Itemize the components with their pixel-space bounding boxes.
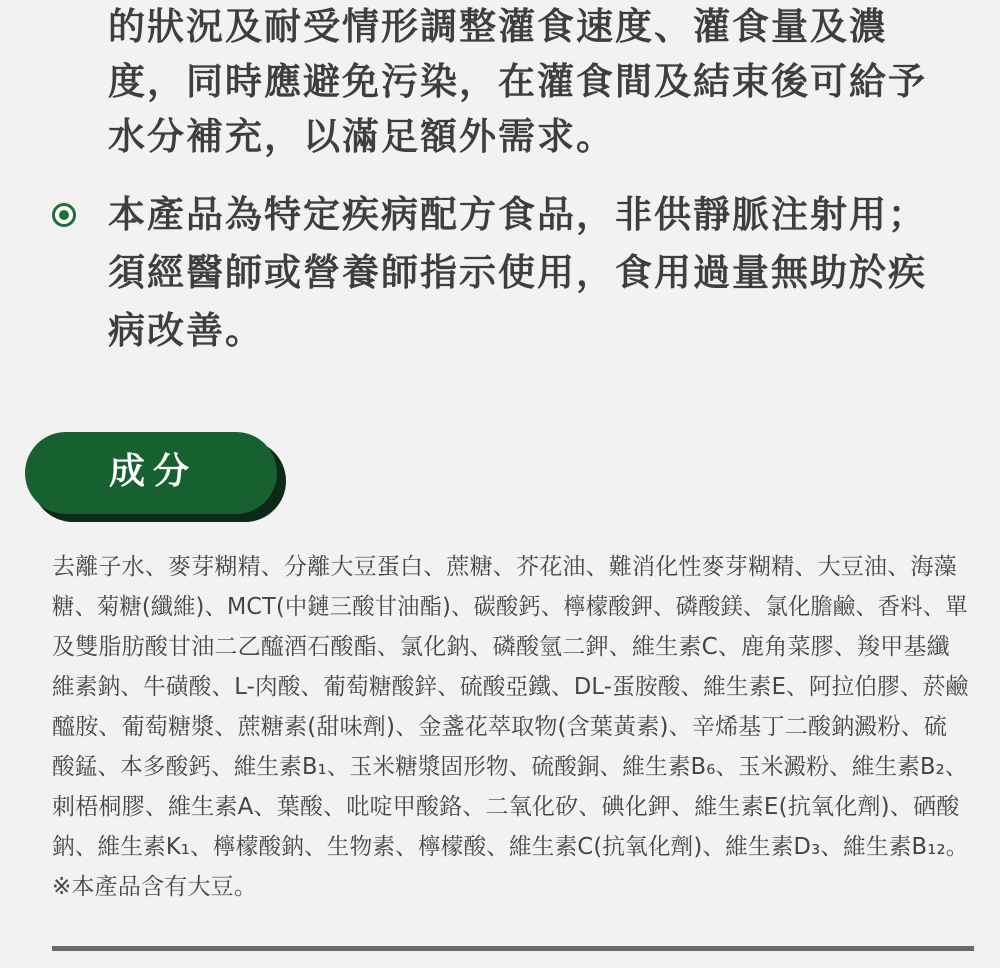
section-title: 成分 — [109, 451, 198, 492]
ingredient-line: 糖、菊糖(纖維)、MCT(中鏈三酸甘油酯)、碳酸鈣、檸檬酸鉀、磷酸鎂、氯化膽鹼、香料、單 — [52, 594, 968, 620]
note-line-1: 的狀況及耐受情形調整灌食速度、灌食量及濃 — [108, 5, 888, 48]
ingredient-line: 維素鈉、牛磺酸、L-肉酸、葡萄糖酸鋅、硫酸亞鐵、DL-蛋胺酸、維生素E、阿拉伯膠、菸鹼 — [52, 674, 969, 700]
note-line-3: 水分補充，以滿足額外需求。 — [108, 115, 615, 158]
note-line-5: 須經醫師或營養師指示使用，食用過量無助於疾 — [108, 251, 927, 294]
ingredient-line: 去離子水、麥芽糊精、分離大豆蛋白、蔗糖、芥花油、難消化性麥芽糊精、大豆油、海藻 — [52, 554, 957, 580]
divider — [52, 946, 974, 951]
note-line-6: 病改善。 — [108, 309, 264, 352]
ingredient-line: 酸錳、本多酸鈣、維生素B₁、玉米糖漿固形物、硫酸銅、維生素B₆、玉米澱粉、維生素B₂、 — [52, 754, 968, 780]
allergen-note: ※本產品含有大豆。 — [52, 874, 258, 900]
note-line-2: 度，同時應避免污染，在灌食間及結束後可給予 — [108, 60, 927, 103]
section-title-pill — [25, 432, 277, 514]
ingredient-line: 及雙脂肪酸甘油二乙醯酒石酸酯、氯化鈉、磷酸氫二鉀、維生素C、鹿角菜膠、羧甲基纖 — [52, 634, 950, 660]
ingredient-line: 刺梧桐膠、維生素A、葉酸、吡啶甲酸鉻、二氧化矽、碘化鉀、維生素E(抗氧化劑)、硒酸 — [52, 794, 960, 820]
ingredient-line: 鈉、維生素K₁、檸檬酸鈉、生物素、檸檬酸、維生素C(抗氧化劑)、維生素D₃、維生素B₁₂。 — [52, 834, 969, 860]
note-line-4: 本產品為特定疾病配方食品，非供靜脈注射用； — [108, 193, 927, 236]
ingredient-line: 醯胺、葡萄糖漿、蔗糖素(甜味劑)、金盞花萃取物(含葉黃素)、辛烯基丁二酸鈉澱粉、硫 — [52, 714, 948, 740]
radio-bullet-icon — [52, 203, 76, 227]
